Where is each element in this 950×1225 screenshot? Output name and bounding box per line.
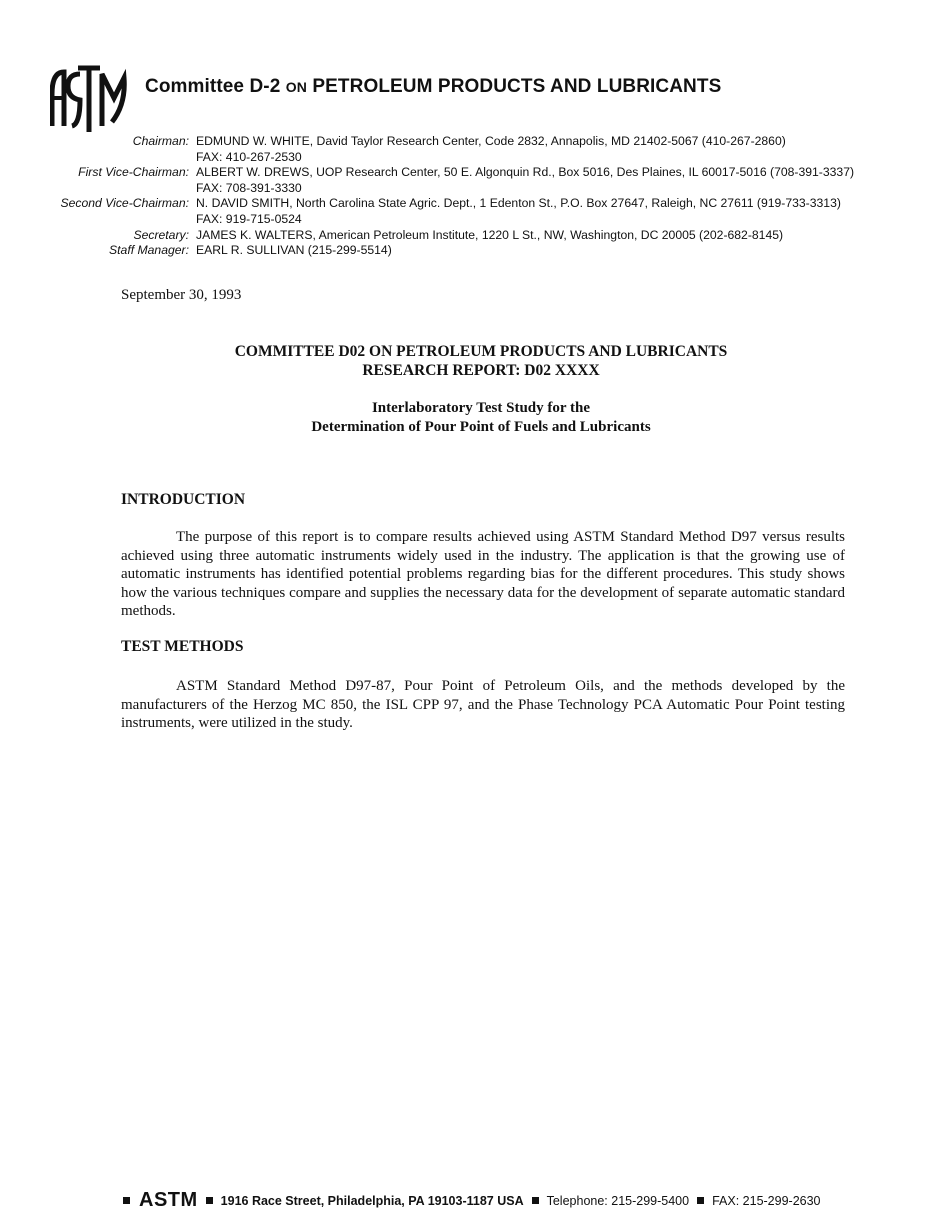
bullet-icon	[206, 1197, 213, 1204]
astm-logo	[50, 64, 128, 136]
introduction-heading: INTRODUCTION	[121, 491, 246, 508]
officer-fax: FAX: 919-715-0524	[196, 211, 302, 226]
committee-name: PETROLEUM PRODUCTS AND LUBRICANTS	[312, 76, 722, 97]
officer-info: EDMUND W. WHITE, David Taylor Research Center, Code 2832, Annapolis, MD 21402-5067 (410-267-2860)	[196, 134, 786, 148]
officer-role: Staff Manager:	[109, 243, 189, 257]
bullet-icon	[123, 1197, 130, 1204]
officer-fax: FAX: 410-267-2530	[196, 149, 302, 164]
officer-role: Secretary:	[133, 228, 189, 242]
study-title-line1: Interlaboratory Test Study for the	[371, 400, 591, 416]
bullet-icon	[697, 1197, 704, 1204]
officer-role: Second Vice-Chairman:	[60, 196, 189, 210]
test-methods-body: ASTM Standard Method D97-87, Pour Point of Petroleum Oils, and the methods developed by the manufacturers of the Herzog MC 850, the ISL CPP 97, and the Phase Technology PCA Automatic Pour Point testing instruments, were utilized in the study.	[121, 678, 845, 732]
report-heading: COMMITTEE D02 ON PETROLEUM PRODUCTS AND LUBRICANTS	[234, 343, 728, 360]
officer-role: First Vice-Chairman:	[78, 165, 189, 179]
officer-info: EARL R. SULLIVAN (215-299-5514)	[196, 243, 392, 257]
footer-telephone: Telephone: 215-299-5400	[546, 1193, 690, 1208]
officer-info: ALBERT W. DREWS, UOP Research Center, 50 E. Algonquin Rd., Box 5016, Des Plaines, IL 60017-5016 (708-391-3337)	[196, 165, 855, 179]
document-date: September 30, 1993	[121, 287, 242, 303]
study-title-line2: Determination of Pour Point of Fuels and Lubricants	[311, 419, 651, 435]
officer-info: N. DAVID SMITH, North Carolina State Agric. Dept., 1 Edenton St., P.O. Box 27647, Raleigh, NC 27611 (919-733-3313)	[196, 196, 841, 210]
introduction-body: The purpose of this report is to compare results achieved using ASTM Standard Method D97 versus results achieved using three automatic instruments widely used in the industry. The application is that the growing use of automatic instruments has identified potential problems regarding bias for the different procedures. This study shows how the various techniques compare and supplies the necessary data for the development of separate automatic standard methods.	[121, 529, 845, 620]
committee-title	[145, 76, 721, 98]
officer-role: Chairman:	[132, 134, 189, 148]
officer-fax: FAX: 708-391-3330	[196, 180, 302, 195]
footer-fax: FAX: 215-299-2630	[712, 1193, 821, 1208]
report-number: RESEARCH REPORT: D02 XXXX	[362, 362, 600, 379]
officer-info: JAMES K. WALTERS, American Petroleum Institute, 1220 L St., NW, Washington, DC 20005 (202-682-8145)	[196, 228, 784, 242]
committee-prefix: Committee D-2	[145, 76, 281, 97]
test-methods-heading: TEST METHODS	[121, 638, 244, 655]
footer-address: 1916 Race Street, Philadelphia, PA 19103-1187 USA	[220, 1193, 524, 1208]
bullet-icon	[532, 1197, 539, 1204]
footer	[123, 1189, 821, 1212]
footer-brand: ASTM	[139, 1189, 198, 1211]
committee-on: ON	[285, 79, 307, 95]
